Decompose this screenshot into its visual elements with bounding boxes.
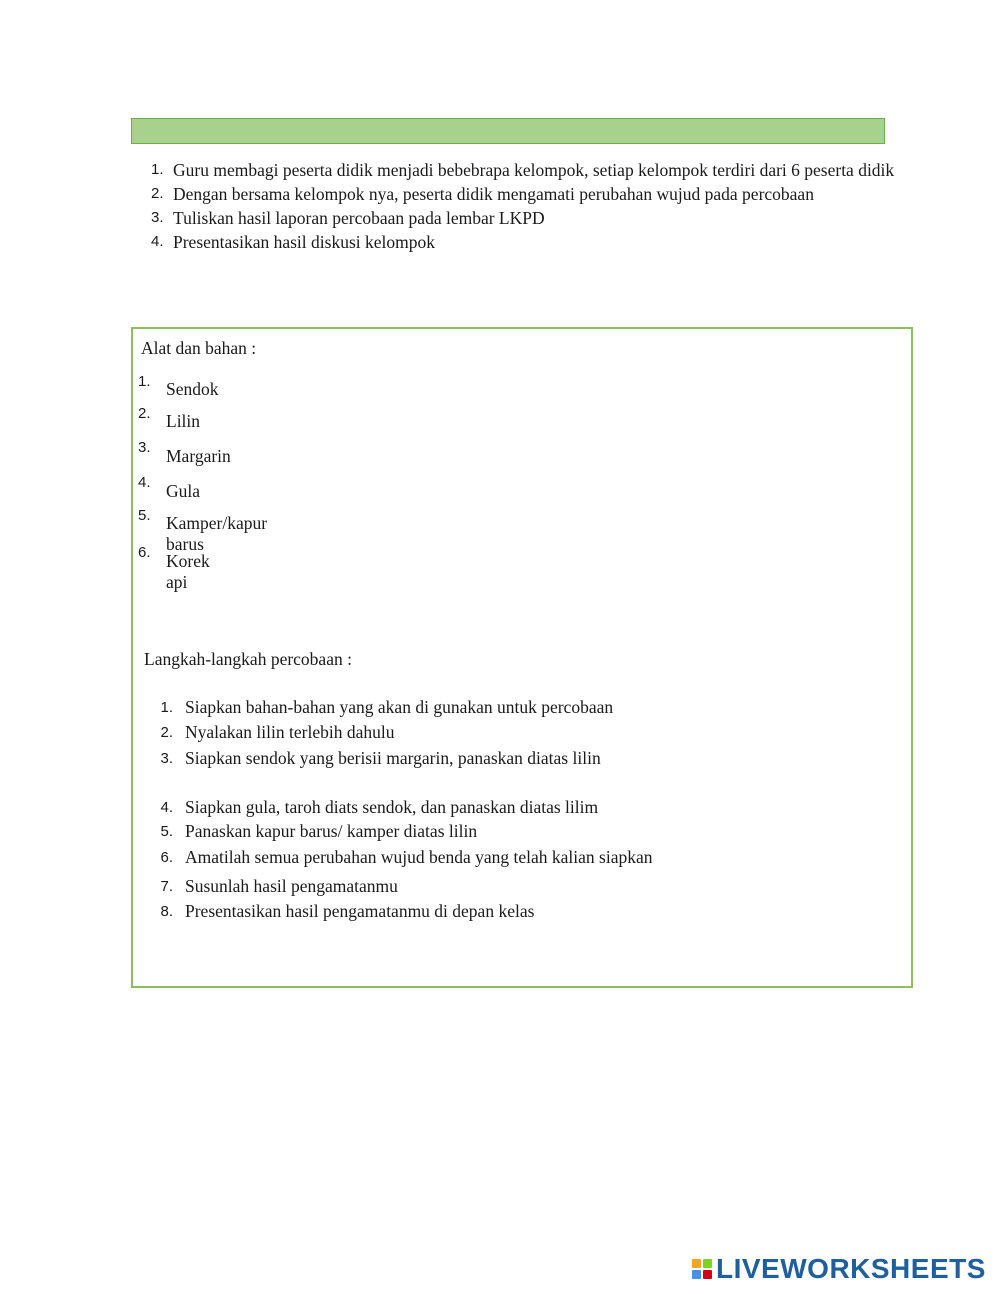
logo-square-icon [692,1270,701,1279]
instruction-text: Presentasikan hasil diskusi kelompok [173,232,435,252]
logo-square-icon [703,1270,712,1279]
step-number: 8. [160,903,173,920]
instruction-number: 2. [151,185,164,202]
logo-square-icon [692,1259,701,1268]
logo-text: LIVEWORKSHEETS [716,1253,986,1284]
tool-number: 6. [138,544,151,561]
instruction-item [136,158,896,182]
step-text: Siapkan gula, taroh diats sendok, dan panaskan diatas lilim [185,797,599,817]
instruction-number: 1. [151,161,164,178]
step-text: Susunlah hasil pengamatanmu [185,876,398,896]
tool-text: Lilin [166,411,201,431]
instruction-text: Tuliskan hasil laporan percobaan pada lembar LKPD [173,208,545,228]
instruction-text: Dengan bersama kelompok nya, peserta didik mengamati perubahan wujud pada percobaan [173,184,814,204]
liveworksheets-logo [692,1254,986,1284]
step-number: 6. [160,849,173,866]
tool-text: Gula [166,481,201,501]
step-number: 5. [160,823,173,840]
tools-heading: Alat dan bahan : [141,338,257,358]
header-green-bar [131,118,885,144]
instruction-number: 4. [151,233,164,250]
instruction-text: Guru membagi peserta didik menjadi bebebrapa kelompok, setiap kelompok terdiri dari 6 peserta didik [173,160,895,180]
step-number: 1. [160,699,173,716]
instructions-list [136,158,896,254]
tool-number: 4. [138,474,151,491]
tool-text: Sendok [166,379,219,399]
step-text: Siapkan bahan-bahan yang akan di gunakan untuk percobaan [185,697,614,717]
step-text: Nyalakan lilin terlebih dahulu [185,722,395,742]
step-text: Amatilah semua perubahan wujud benda yang telah kalian siapkan [185,847,653,867]
step-text: Siapkan sendok yang berisii margarin, panaskan diatas lilin [185,748,601,768]
step-text: Presentasikan hasil pengamatanmu di depan kelas [185,901,535,921]
instruction-item [136,206,896,230]
tool-text: Korek api [166,551,210,592]
logo-square-icon [703,1259,712,1268]
tool-text: Margarin [166,446,231,466]
step-number: 3. [160,750,173,767]
instruction-item [136,182,896,206]
step-number: 2. [160,724,173,741]
instruction-number: 3. [151,209,164,226]
tool-number: 1. [138,373,151,390]
tool-number: 2. [138,405,151,422]
step-number: 7. [160,878,173,895]
tool-number: 5. [138,507,151,524]
logo-mark-icon [692,1259,712,1279]
step-text: Panaskan kapur barus/ kamper diatas lilin [185,821,478,841]
tool-number: 3. [138,439,151,456]
instruction-item [136,230,896,254]
tool-text: Kamper/kapur barus [166,513,268,554]
step-number: 4. [160,799,173,816]
steps-heading: Langkah-langkah percobaan : [144,649,352,669]
experiment-box [131,327,913,988]
